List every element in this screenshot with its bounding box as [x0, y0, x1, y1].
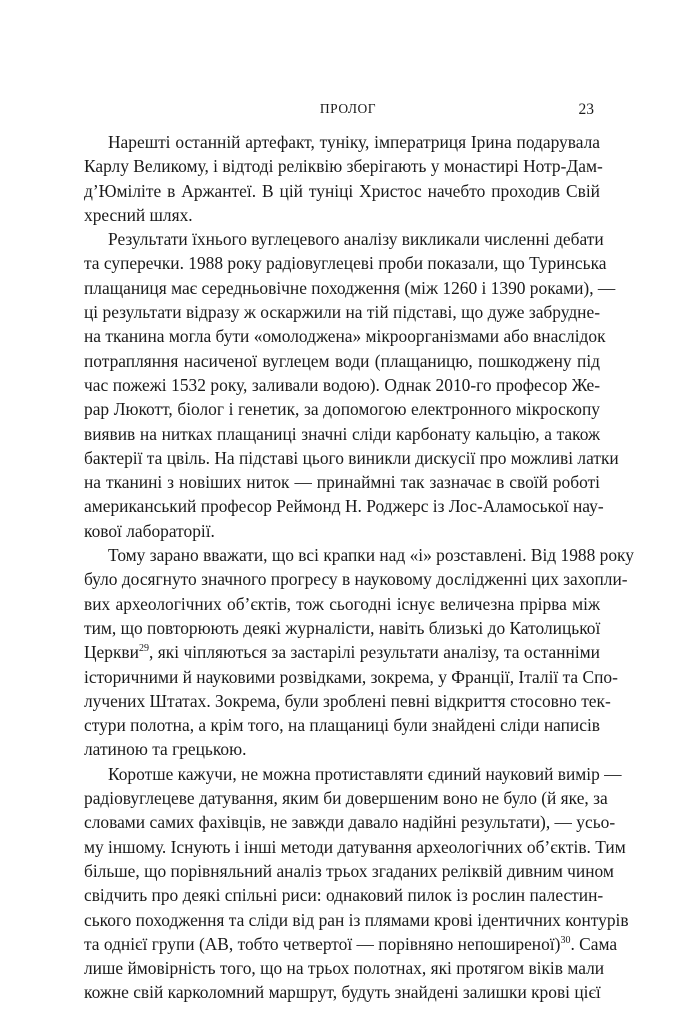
text-line: радіовуглецеве датування, яким би довершеним воно не було (й яке, за — [84, 788, 608, 809]
text-line: історичними й науковими розвідками, зокрема, у Франції, Італії та Спо- — [84, 666, 618, 687]
page-number: 23 — [578, 101, 594, 118]
text-fragment: Сама — [579, 933, 618, 954]
text-fragment: та однієї групи (AB, тобто четвертої — порівняно непоширеної) — [84, 933, 561, 954]
text-line: плащаниця має середньовічне походження (між 1260 і 1390 роками), — — [84, 277, 616, 298]
paragraph-1 — [84, 130, 603, 227]
text-line: латиною та грецькою. — [84, 739, 247, 760]
text-line: ського походження та сліди від ран із плямами крові ідентичних контурів — [84, 909, 629, 930]
text-line: хресний шлях. — [84, 204, 193, 225]
text-line: лише ймовірність того, що на трьох полотнах, які протягом віків мали — [84, 958, 605, 979]
text-line: на тканина могла бути «омолоджена» мікроорганізмами або внаслідок — [84, 326, 606, 347]
text-line: вих археологічних об’єктів, тож сьогодні існує величезна прірва між — [84, 593, 600, 614]
text-line: Церкви$^{29}$, які чіпляються за застарілі результати аналізу, та останніми — [84, 642, 600, 663]
text-line: та однієї групи (AB, тобто четвертої — порівняно непоширеної)$^{30}$. Сама — [84, 933, 618, 954]
text-line: на тканині з новіших ниток — принаймні так зазначає в своїй роботі — [84, 472, 600, 493]
paragraph-4 — [84, 762, 629, 1005]
text-line: рар Люкотт, біолог і генетик, за допомогою електронного мікроскопу — [84, 399, 600, 420]
paragraph-3 — [84, 543, 634, 762]
text-line: Нарешті останній артефакт, туніку, імператриця Ірина подарувала — [108, 132, 600, 152]
text-line: та суперечки. 1988 року радіовуглецеві проби показали, що Туринська — [84, 253, 607, 274]
footnote-marker-30[interactable]: 30 — [560, 935, 571, 946]
text-line: Карлу Великому, і відтоді реліквію зберігають у монастирі Нотр-Дам- — [84, 156, 603, 177]
text-fragment: Церкви — [84, 642, 139, 663]
text-line: американський професор Реймонд Н. Роджерс із Лос-Аламоської нау- — [84, 496, 604, 517]
body-text — [84, 130, 634, 1005]
text-line: бактерії та цвіль. На підставі цього виникли дискусії про можливі латки — [84, 447, 619, 468]
text-line: лучених Штатах. Зокрема, були зроблені певні відкриття стосовно тек- — [84, 690, 611, 711]
page-header — [0, 101, 696, 121]
text-line: Результати їхнього вуглецевого аналізу викликали численні дебати — [108, 229, 604, 250]
text-line: кової лабораторії. — [84, 520, 215, 541]
paragraph-2 — [84, 227, 619, 543]
text-line: свідчить про деякі спільні риси: однаковий пилок із рослин палестин- — [84, 885, 604, 906]
text-line: Тому зарано вважати, що всі крапки над «і» розставлені. Від 1988 року — [108, 545, 634, 566]
text-line: кожне свій карколомний маршрут, будуть знайдені залишки крові цієї — [84, 982, 601, 1003]
text-line: д’Юміліте в Аржантеї. В цій туніці Христос начебто проходив Свій — [84, 180, 600, 201]
text-line: словами самих фахівців, не завжди давало надійні результати), — усьо- — [84, 812, 616, 833]
text-line: тим, що повторюють деякі журналісти, навіть близькі до Католицької — [84, 617, 601, 638]
text-line: було досягнуто значного прогресу в науковому дослідженні цих захопли- — [84, 569, 628, 590]
text-line: стури полотна, а крім того, на плащаниці були знайдені сліди написів — [84, 715, 600, 736]
text-line: ці результати відразу ж оскаржили на тій підставі, що дуже забрудне- — [84, 302, 600, 323]
running-head: ПРОЛОГ — [319, 101, 377, 116]
text-line: більше, що порівняльний аналіз трьох згаданих реліквій дивним чином — [84, 860, 614, 881]
text-line: виявив на нитках плащаниці значні сліди карбонату кальцію, а також — [84, 423, 600, 444]
footnote-marker-29[interactable]: 29 — [138, 643, 149, 655]
text-line: потрапляння насиченої вуглецем води (плащаницю, пошкоджену під — [84, 350, 600, 371]
text-line: Коротше кажучи, не можна протиставляти єдиний науковий вимір — — [108, 763, 622, 784]
text-fragment: які чіпляються за застарілі результати аналізу, та останніми — [157, 642, 600, 663]
text-line: час пожежі 1532 року, заливали водою). Однак 2010-го професор Же- — [84, 374, 600, 395]
text-line: му іншому. Існують і інші методи датування археологічних об’єктів. Тим — [84, 836, 626, 857]
